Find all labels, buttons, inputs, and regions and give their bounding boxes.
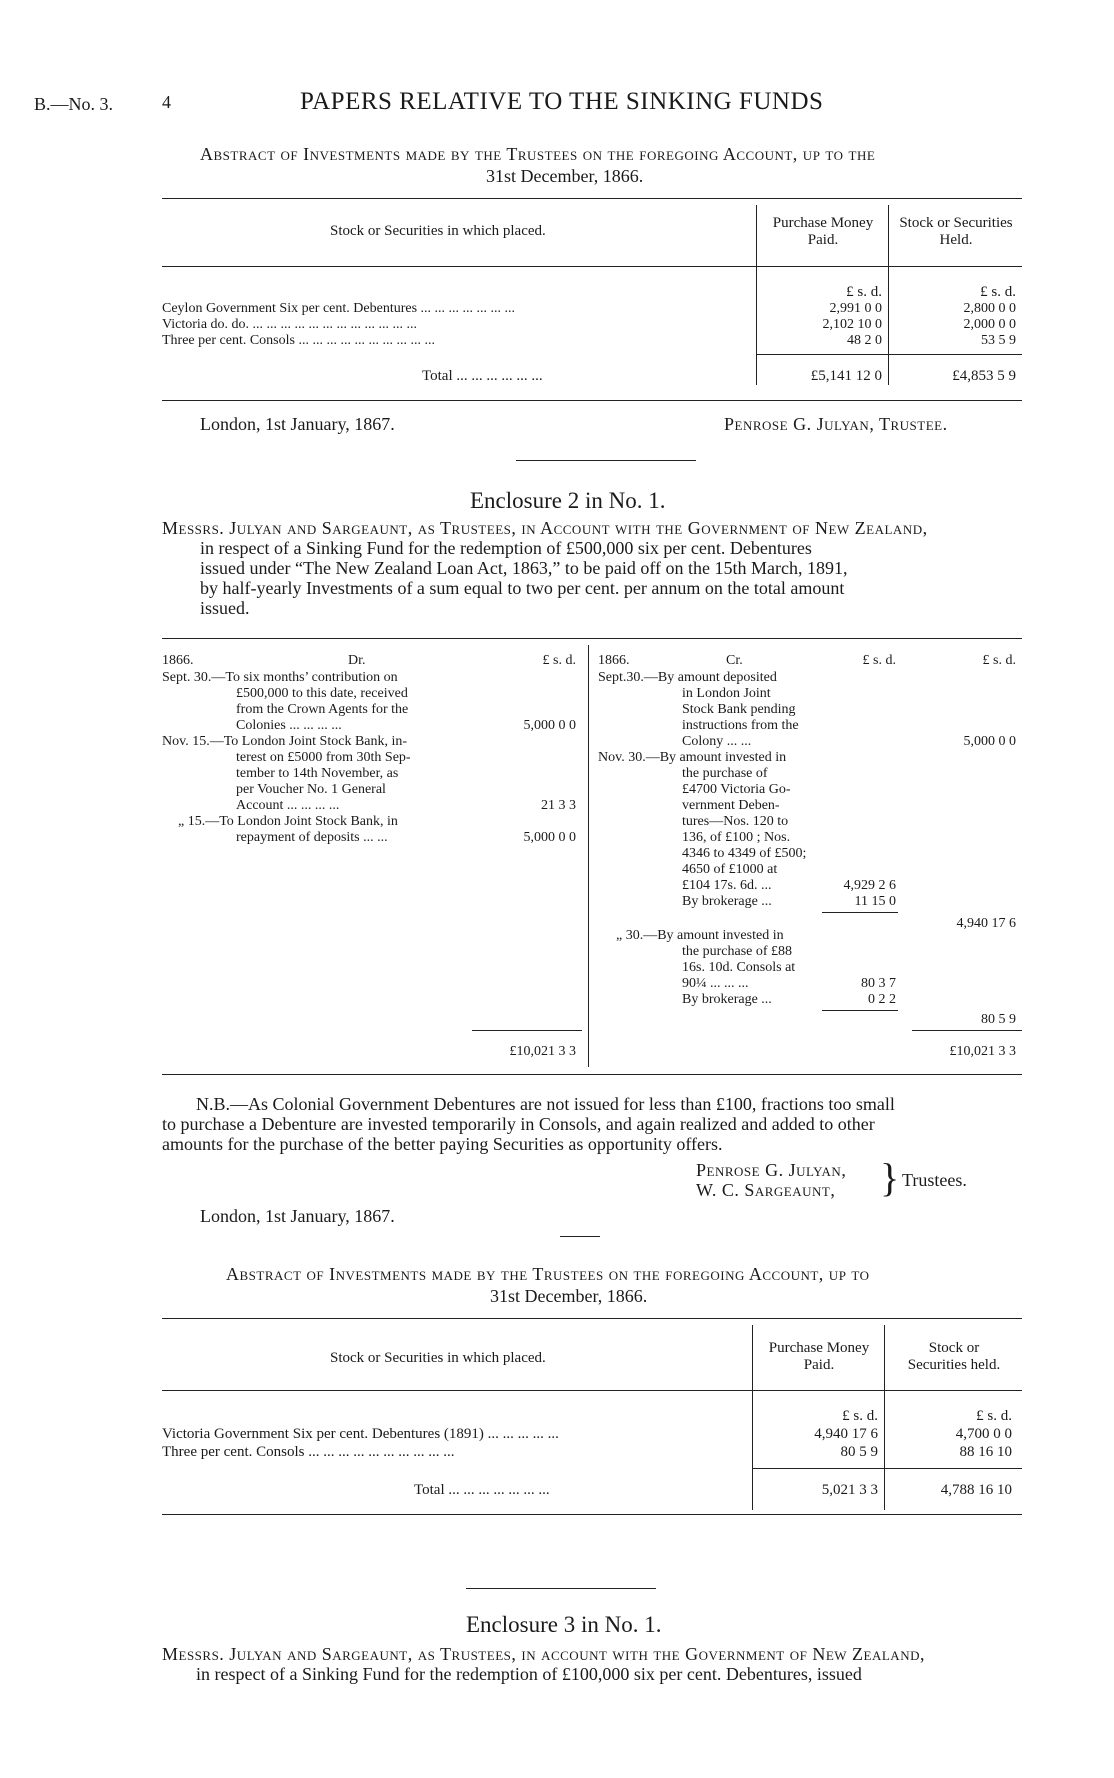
column-header-held: Stock or Securities xyxy=(899,215,1013,231)
page-number: 4 xyxy=(162,92,171,112)
table-rule xyxy=(162,198,1022,199)
column-header-purchase-sub: Paid. xyxy=(807,232,839,248)
note-line: N.B.—As Colonial Government Debentures are not issued for less than £100, fractions too small xyxy=(196,1094,895,1114)
ledger-cr-line: Nov. 30.—By amount invested in xyxy=(598,750,787,765)
enclosure2-intro-line: Messrs. Julyan and Sargeaunt, as Trustees, in Account with the Government of New Zealand, xyxy=(162,518,928,538)
ledger-dr-line: Sept. 30.—To six months’ contribution on xyxy=(162,670,398,685)
ledger-cr-line: £104 17s. 6d. ... xyxy=(682,878,772,893)
ledger-cr-inner-amount: 4,929 2 6 xyxy=(843,878,896,893)
ledger-cr-line: 136, of £100 ; Nos. xyxy=(682,830,791,845)
units-label: £ s. d. xyxy=(976,1408,1012,1424)
table-rule xyxy=(162,400,1022,401)
note-signature: Penrose G. Julyan, xyxy=(696,1160,847,1180)
ledger-cr-line: tures—Nos. 120 to xyxy=(682,814,789,829)
ledger-dr-year: 1866. xyxy=(162,653,194,668)
ledger-divider xyxy=(588,645,589,1067)
ledger-cr-inner-amount: 11 15 0 xyxy=(854,894,896,909)
abstract2-heading: Abstract of Investments made by the Trustees on the foregoing Account, up to xyxy=(226,1264,870,1284)
column-header-held-sub: Securities held. xyxy=(907,1357,1001,1373)
note-line: to purchase a Debenture are invested temporarily in Consols, and again realized and added to other xyxy=(162,1114,875,1134)
enclosure2-intro-line: issued. xyxy=(200,598,250,618)
ledger-dr-label: Dr. xyxy=(348,653,366,668)
total-held: 4,788 16 10 xyxy=(940,1482,1012,1498)
ledger-cr-line: By brokerage ... xyxy=(682,992,772,1007)
table-row-stock: Three per cent. Consols ... ... ... ... ... ... ... ... ... ... xyxy=(162,1444,455,1460)
page-title: PAPERS RELATIVE TO THE SINKING FUNDS xyxy=(300,88,824,115)
section-divider xyxy=(466,1588,656,1589)
column-divider xyxy=(888,205,889,385)
ledger-dr-amount: 5,000 0 0 xyxy=(523,718,576,733)
table-row-stock: Three per cent. Consols ... ... ... ... ... ... ... ... ... ... xyxy=(162,333,435,348)
ledger-cr-line: 4346 to 4349 of £500; xyxy=(682,846,807,861)
ledger-cr-line: the purchase of £88 xyxy=(682,944,793,959)
table-rule xyxy=(162,1318,1022,1319)
column-divider xyxy=(756,205,757,385)
note-date: London, 1st January, 1867. xyxy=(200,1206,395,1226)
table-row-stock: Ceylon Government Six per cent. Debentures ... ... ... ... ... ... ... xyxy=(162,301,516,316)
ledger-cr-year: 1866. xyxy=(598,653,630,668)
total-rule xyxy=(756,354,1022,355)
ledger-total-rule xyxy=(472,1030,582,1031)
ledger-cr-line: 16s. 10d. Consols at xyxy=(682,960,796,975)
note-signature: W. C. Sargeaunt, xyxy=(696,1180,836,1200)
units-label: £ s. d. xyxy=(846,284,882,300)
total-rule xyxy=(752,1468,1022,1469)
ledger-cr-line: 4650 of £1000 at xyxy=(682,862,778,877)
total-purchase: 5,021 3 3 xyxy=(821,1482,878,1498)
section-divider xyxy=(560,1236,600,1237)
ledger-cr-inner-amount: 0 2 2 xyxy=(868,992,896,1007)
ledger-dr-amount: 21 3 3 xyxy=(541,798,576,813)
note-line: amounts for the purchase of the better paying Securities as opportunity offers. xyxy=(162,1134,723,1154)
column-header-purchase-sub: Paid. xyxy=(803,1357,835,1373)
table-row-held: 2,800 0 0 xyxy=(963,301,1016,316)
brace-icon: } xyxy=(880,1155,900,1200)
table-row-purchase: 48 2 0 xyxy=(847,333,882,348)
table-row-stock: Victoria do. do. ... ... ... ... ... ... ... ... ... ... ... ... xyxy=(162,317,418,332)
column-header-purchase: Purchase Money xyxy=(772,215,874,231)
ledger-total-rule xyxy=(912,1030,1022,1031)
ledger-cr-outer-amount: 5,000 0 0 xyxy=(963,734,1016,749)
units-label: £ s. d. xyxy=(842,1408,878,1424)
table-row-held: 4,700 0 0 xyxy=(955,1426,1012,1442)
table-rule xyxy=(162,266,1022,267)
table-row-held: 53 5 9 xyxy=(981,333,1016,348)
enclosure2-intro-line: by half-yearly Investments of a sum equal to two per cent. per annum on the total amount xyxy=(200,578,845,598)
table-row-held: 2,000 0 0 xyxy=(963,317,1016,332)
ledger-dr-line: £500,000 to this date, received xyxy=(236,686,408,701)
ledger-subtotal-rule xyxy=(822,1010,898,1011)
table-row-stock: Victoria Government Six per cent. Debentures (1891) ... ... ... ... ... xyxy=(162,1426,559,1442)
ledger-cr-line: vernment Deben- xyxy=(682,798,780,813)
ledger-dr-line: per Voucher No. 1 General xyxy=(236,782,386,797)
enclosure3-intro-line: Messrs. Julyan and Sargeaunt, as Trustees, in account with the Government of New Zealand, xyxy=(162,1644,925,1664)
ledger-cr-units: £ s. d. xyxy=(982,653,1016,668)
enclosure2-intro-line: in respect of a Sinking Fund for the redemption of £500,000 six per cent. Debentures xyxy=(200,538,812,558)
ledger-dr-line: Colonies ... ... ... ... xyxy=(236,718,342,733)
table-rule xyxy=(162,1514,1022,1515)
table-row-purchase: 80 5 9 xyxy=(840,1444,878,1460)
ledger-cr-outer-amount: 4,940 17 6 xyxy=(956,916,1016,931)
units-label: £ s. d. xyxy=(980,284,1016,300)
ledger-dr-line: repayment of deposits ... ... xyxy=(236,830,388,845)
ledger-rule xyxy=(162,1074,1022,1075)
ledger-cr-total: £10,021 3 3 xyxy=(949,1044,1016,1059)
ledger-subtotal-rule xyxy=(822,912,898,913)
ledger-cr-outer-amount: 80 5 9 xyxy=(981,1012,1016,1027)
note-trustees: Trustees. xyxy=(902,1170,967,1190)
ledger-dr-amount: 5,000 0 0 xyxy=(523,830,576,845)
ledger-cr-line: Colony ... ... xyxy=(682,734,752,749)
enclosure3-intro-line: in respect of a Sinking Fund for the redemption of £100,000 six per cent. Debentures, issued xyxy=(196,1664,862,1684)
ledger-dr-units: £ s. d. xyxy=(542,653,576,668)
ledger-dr-line: „ 15.—To London Joint Stock Bank, in xyxy=(178,814,398,829)
ledger-cr-label: Cr. xyxy=(726,653,743,668)
ledger-dr-line: from the Crown Agents for the xyxy=(236,702,409,717)
ledger-dr-line: tember to 14th November, as xyxy=(236,766,399,781)
abstract1-heading: Abstract of Investments made by the Trustees on the foregoing Account, up to the xyxy=(200,144,876,164)
table-row-held: 88 16 10 xyxy=(959,1444,1012,1460)
abstract1-date: 31st December, 1866. xyxy=(486,166,644,186)
ledger-dr-line: Nov. 15.—To London Joint Stock Bank, in- xyxy=(162,734,408,749)
ledger-cr-line: instructions from the xyxy=(682,718,799,733)
ledger-rule xyxy=(162,638,1022,639)
abstract1-signature: Penrose G. Julyan, Trustee. xyxy=(724,414,948,434)
total-held: £4,853 5 9 xyxy=(952,368,1016,384)
document-reference: B.—No. 3. xyxy=(34,94,114,114)
ledger-cr-line: 90¼ ... ... ... xyxy=(682,976,749,991)
abstract1-signed-date: London, 1st January, 1867. xyxy=(200,414,395,434)
column-header-stock: Stock or Securities in which placed. xyxy=(330,1350,546,1366)
column-divider xyxy=(884,1325,885,1510)
ledger-dr-total: £10,021 3 3 xyxy=(509,1044,576,1059)
ledger-cr-line: Stock Bank pending xyxy=(682,702,796,717)
table-row-purchase: 4,940 17 6 xyxy=(814,1426,878,1442)
ledger-dr-line: Account ... ... ... ... xyxy=(236,798,340,813)
section-divider xyxy=(516,460,696,461)
column-header-stock: Stock or Securities in which placed. xyxy=(330,223,546,239)
ledger-cr-line: £4700 Victoria Go- xyxy=(682,782,791,797)
ledger-cr-inner-amount: 80 3 7 xyxy=(861,976,896,991)
table-row-purchase: 2,991 0 0 xyxy=(829,301,882,316)
ledger-cr-line: Sept.30.—By amount deposited xyxy=(598,670,777,685)
table-row-purchase: 2,102 10 0 xyxy=(822,317,882,332)
ledger-cr-line: in London Joint xyxy=(682,686,771,701)
total-label: Total ... ... ... ... ... ... xyxy=(422,368,543,384)
column-header-purchase: Purchase Money xyxy=(768,1340,870,1356)
ledger-cr-line: the purchase of xyxy=(682,766,768,781)
column-divider xyxy=(752,1325,753,1510)
ledger-cr-units: £ s. d. xyxy=(862,653,896,668)
enclosure2-heading: Enclosure 2 in No. 1. xyxy=(470,488,666,513)
total-label: Total ... ... ... ... ... ... ... xyxy=(414,1482,550,1498)
total-purchase: £5,141 12 0 xyxy=(810,368,882,384)
table-rule xyxy=(162,1390,1022,1391)
column-header-held: Stock or xyxy=(928,1340,980,1356)
ledger-dr-line: terest on £5000 from 30th Sep- xyxy=(236,750,411,765)
ledger-cr-line: „ 30.—By amount invested in xyxy=(616,928,784,943)
abstract2-date: 31st December, 1866. xyxy=(490,1286,648,1306)
column-header-held-sub: Held. xyxy=(939,232,973,248)
enclosure3-heading: Enclosure 3 in No. 1. xyxy=(466,1612,662,1637)
ledger-cr-line: By brokerage ... xyxy=(682,894,772,909)
enclosure2-intro-line: issued under “The New Zealand Loan Act, 1863,” to be paid off on the 15th March, 1891, xyxy=(200,558,848,578)
